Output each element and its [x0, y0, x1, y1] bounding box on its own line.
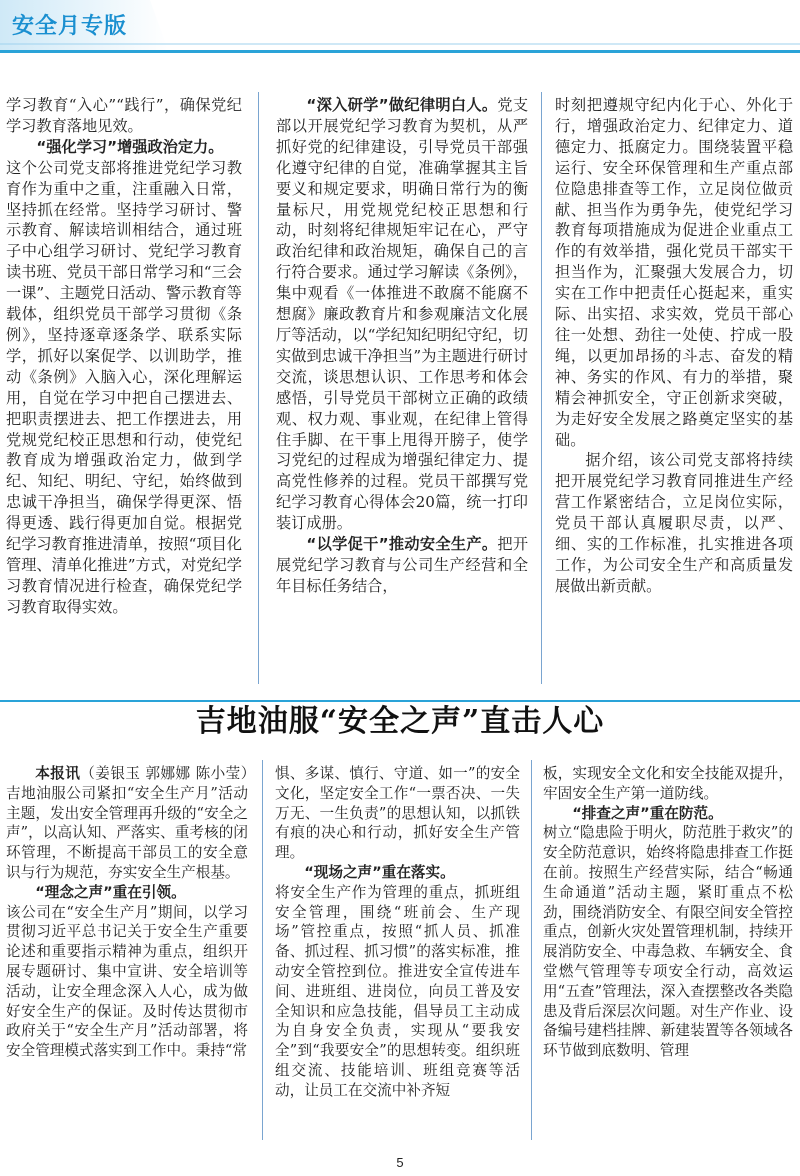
paragraph-text: （姜银玉 郭娜娜 陈小莹）吉地油服公司紧扣“安全生产月”活动主题，发出安全管理再升级的“安全之声”，以高认知、严落实、重考核的闭环管理，不断提高干部员工的安全意识与行为规范，夯实安全生产根基。 [6, 765, 248, 881]
subheading: “排查之声”重在防范。 [572, 804, 723, 822]
paragraph: 将安全生产作为管理的重点，抓班组安全管理，围绕“班前会、生产现场”管控重点，按照“抓人员、抓准备、抓过程、抓习惯”的落实标准，推动安全管控到位。推进安全宣传进车间、进班组、进岗位，向员工普及安全知识和应急技能，倡导员工主动成为自身安全负责，实现从“要我安全”到“我要安全”的思想转变。组织班组交流、技能培训、班组竞赛等活动，让员工在交流中补齐短 [275, 883, 520, 1099]
paragraph: 树立“隐患险于明火，防范胜于救灾”的安全防范意识，始终将隐患排查工作挺在前。按照生产经营实际，结合“畅通生命通道”活动主题，紧盯重点不松劲，围绕消防安全、有限空间安全管控重点，创新火灾处置管理机制，持续开展消防安全、中毒急救、车辆安全、食堂燃气管理等专项安全行动，高效运用“五查”管理法，深入查摆整改各类隐患及背后深层次问题。对生产作业、设备编号建档挂牌、新建装置等各领域各环节做到底数明、管理 [543, 824, 793, 1060]
page-number: 5 [396, 1155, 404, 1170]
paragraph: 这个公司党支部将推进党纪学习教育作为重中之重，注重融入日常，坚持抓在经常。坚持学习研讨、警示教育、解读培训相结合，通过班子中心组学习研讨、党纪学习教育读书班、党员干部日常学习和“三会一课”、主题党日活动、警示教育等载体，组织党员干部学习贯彻《条例》，坚持逐章逐条学、联系实际学，抓好以案促学、以训助学，推动《条例》入脑入心，深化理解运用，自觉在学习中把自己摆进去、把职责摆进去、把工作摆进去，用党规党纪校正思想和行动，使党纪教育成为增强政治定力，做到学纪、知纪、明纪、守纪，始终做到忠诚干净担当，确保学得更深、悟得更透、践行得更加自觉。根据党纪学习教育推进清单，按照“项目化管理、清单化推进”方式，对党纪学习教育情况进行检查，确保党纪学习教育取得实效。 [6, 158, 242, 616]
subheading: “现场之声”重在落实。 [304, 863, 455, 881]
paragraph-text: 党支部以开展党纪学习教育为契机，从严抓好党的纪律建设，引导党员干部强化遵守纪律的自觉，准确掌握其主旨要义和规定要求，明确日常行为的衡量标尺，用党规党纪校正思想和行动，时刻将纪律规矩牢记在心，严守政治纪律和政治规矩，确保自己的言行符合要求。通过学习解读《条例》，集中观看《一体推进不敢腐不能腐不想腐》廉政教育片和参观廉洁文化展厅等活动，以“学纪知纪明纪守纪，切实做到忠诚干净担当”为主题进行研讨交流，谈思想认识、工作思考和体会感悟，引导党员干部树立正确的政绩观、权力观、事业观，在纪律上管得住手脚、在干事上甩得开膀子，使学习党纪的过程成为增强纪律定力、提高党性修养的过程。党员干部撰写党纪学习教育心得体会20篇，统一打印装订成册。 [276, 96, 529, 533]
subheading: “强化学习”增强政治定力。 [36, 137, 224, 156]
paragraph-text: 把开展党纪学习教育与公司生产经营和全年目标任务结合， [276, 535, 529, 595]
article1-column-1 [6, 95, 242, 618]
article1-column-3 [555, 95, 793, 597]
paragraph: 板，实现安全文化和安全技能双提升，牢固安全生产第一道防线。 [543, 765, 793, 802]
paragraph: 惧、多谋、慎行、守道、如一”的安全文化，坚定安全工作“一票否决、一失万无、一生负责”的思想认知，以抓铁有痕的决心和行动，抓好安全生产管理。 [275, 765, 520, 862]
column-divider [541, 92, 542, 684]
article1-column-2 [276, 95, 528, 597]
paragraph: 学习教育“入心”“践行”，确保党纪学习教育落地见效。 [6, 96, 242, 135]
subheading: “深入研学”做纪律明白人。 [306, 96, 498, 114]
article2-column-2 [275, 764, 520, 1101]
header-rule [0, 50, 800, 53]
column-divider [531, 760, 532, 1140]
article2-column-3 [543, 764, 793, 1061]
subheading: “以学促干”推动安全生产。 [306, 535, 498, 554]
subheading: “理念之声”重在引领。 [35, 883, 186, 901]
subheading-paragraph [276, 95, 528, 534]
column-divider [258, 92, 259, 684]
subheading-paragraph [6, 137, 242, 158]
paragraph: 时刻把遵规守纪内化于心、外化于行，增强政治定力、纪律定力、道德定力、抵腐定力。围绕装置平稳运行、安全环保管理和生产重点部位隐患排查等工作，立足岗位做贡献、担当作为勇争先，使党纪学习教育每项措施成为促进企业重点工作的有效举措，强化党员干部实干担当作为，汇聚强大发展合力，切实在工作中把责任心挺起来，重实际、出实招、求实效，党员干部心往一处想、劲往一处使、拧成一股绳，以更加昂扬的斗志、奋发的精神、务实的作风、有力的举措，聚精会神抓安全，守正创新求突破，为走好安全发展之路奠定坚实的基础。 [555, 96, 793, 449]
paragraph: 该公司在“安全生产月”期间，以学习贯彻习近平总书记关于安全生产重要论述和重要指示精神为重点，组织开展专题研讨、集中宣讲、安全培训等活动，让安全理念深入人心，成为做好安全生产的保证。及时传达贯彻市政府关于“安全生产月”活动部署，将安全管理模式落实到工作中。秉持“常 [6, 903, 248, 1060]
subheading-paragraph [543, 804, 793, 824]
subheading-paragraph [6, 883, 248, 903]
section-title: 安全月专版 [12, 14, 128, 39]
byline-lead: 本报讯 [35, 765, 81, 782]
column-divider [262, 760, 263, 1140]
paragraph: 据介绍，该公司党支部将持续把开展党纪学习教育同推进生产经营工作紧密结合，立足岗位实际，党员干部认真履职尽责，以严、细、实的工作标准，扎实推进各项工作，为公司安全生产和高质量发展做出新贡献。 [555, 451, 793, 595]
subheading-paragraph [275, 863, 520, 883]
lead-paragraph [6, 764, 248, 883]
subheading-paragraph [276, 534, 528, 597]
article2-column-1 [6, 764, 248, 1061]
article2-headline: 吉地油服“安全之声”直击人心 [195, 704, 605, 739]
